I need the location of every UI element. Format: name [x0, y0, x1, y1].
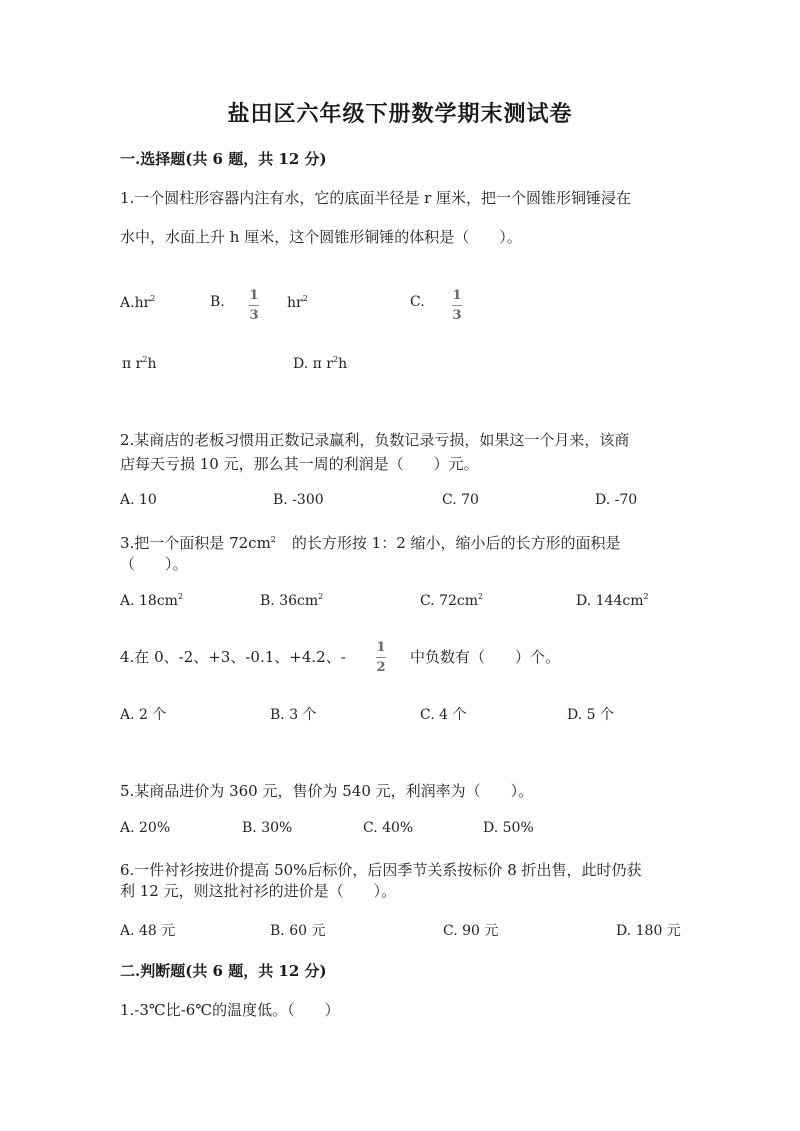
question-1-option-b-label[interactable]: B.	[210, 294, 225, 310]
option-text-tail: h	[338, 356, 348, 372]
question-1-option-c-label[interactable]: C.	[410, 294, 425, 310]
fraction-numerator: 1	[376, 640, 386, 655]
fraction-denominator: 3	[452, 308, 462, 323]
option-text: hr	[134, 295, 151, 311]
question-5-text: 5.某商品进价为 360 元，售价为 540 元，利润率为（ ）。	[120, 782, 534, 800]
fraction-one-third	[452, 289, 462, 322]
question-2-option-d[interactable]: D. -70	[595, 492, 638, 508]
page-title: 盐田区六年级下册数学期末测试卷	[227, 101, 573, 127]
fraction-bar	[249, 305, 259, 306]
question-6-option-b[interactable]: B. 60 元	[270, 923, 326, 939]
exponent: 2	[332, 355, 339, 364]
fraction-numerator: 1	[452, 288, 462, 303]
exponent: 2	[270, 535, 276, 544]
option-label: A.	[120, 295, 135, 311]
question-3-line-2: （ ）。	[120, 555, 188, 573]
question-3-line-1	[120, 532, 621, 553]
exponent: 2	[643, 592, 649, 601]
question-1-option-c-continuation	[122, 355, 156, 372]
question-1-line-1: 1.一个圆柱形容器内注有水，它的底面半径是 r 厘米，把一个圆锥形铜锤浸在	[120, 189, 632, 207]
question-2-option-c[interactable]: C. 70	[442, 492, 479, 508]
section-heading-choice: 一.选择题(共 6 题，共 12 分)	[120, 150, 327, 168]
option-text: C. 72cm	[420, 593, 479, 609]
question-6-line-1: 6.一件衬衫按进价提高 50%后标价，后因季节关系按标价 8 折出售，此时仍获	[120, 861, 642, 879]
question-6-option-d[interactable]: D. 180 元	[616, 923, 681, 939]
question-2-option-a[interactable]: A. 10	[120, 492, 157, 508]
question-6-line-2: 利 12 元，则这批衬衫的进价是（ ）。	[120, 882, 397, 900]
question-4-option-d[interactable]: D. 5 个	[567, 707, 614, 723]
question-5-option-d[interactable]: D. 50%	[483, 820, 534, 836]
question-3-option-a[interactable]	[120, 592, 183, 609]
option-text: π r	[122, 356, 143, 372]
exponent: 2	[302, 294, 308, 303]
exponent: 2	[150, 294, 156, 303]
question-5-option-c[interactable]: C. 40%	[363, 820, 414, 836]
option-text: A. 18cm	[120, 593, 178, 609]
question-2-option-b[interactable]: B. -300	[273, 492, 324, 508]
section-heading-judgement: 二.判断题(共 6 题，共 12 分)	[120, 962, 327, 980]
fraction-one-half	[376, 641, 386, 674]
question-text: 的长方形按 1：2 缩小，缩小后的长方形的面积是	[291, 534, 621, 552]
fraction-denominator: 2	[376, 660, 386, 675]
option-text: π r	[312, 356, 333, 372]
question-5-option-b[interactable]: B. 30%	[242, 820, 293, 836]
option-text: D. 144cm	[576, 593, 644, 609]
exponent: 2	[142, 355, 148, 364]
question-3-option-d[interactable]	[576, 592, 649, 609]
question-5-option-a[interactable]: A. 20%	[120, 820, 171, 836]
option-text: hr	[287, 295, 303, 311]
question-4-option-b[interactable]: B. 3 个	[270, 707, 317, 723]
fraction-one-third	[249, 289, 259, 322]
question-3-option-c[interactable]	[420, 592, 483, 609]
option-text-tail: h	[147, 356, 157, 372]
fraction-bar	[452, 305, 462, 306]
fraction-denominator: 3	[249, 308, 259, 323]
option-text: B. 36cm	[260, 593, 319, 609]
question-1-option-b-text	[287, 294, 308, 311]
question-1-option-d[interactable]	[293, 355, 347, 372]
question-2-line-2: 店每天亏损 10 元，那么其一周的利润是（ ）元。	[120, 455, 479, 473]
question-6-option-c[interactable]: C. 90 元	[443, 923, 499, 939]
question-4-option-c[interactable]: C. 4 个	[420, 707, 467, 723]
question-3-option-b[interactable]	[260, 592, 323, 609]
question-2-line-1: 2.某商店的老板习惯用正数记录赢利，负数记录亏损，如果这一个月来，该商	[120, 431, 630, 449]
question-1-line-2: 水中，水面上升 h 厘米，这个圆锥形铜锤的体积是（ ）。	[120, 228, 522, 246]
fraction-bar	[376, 657, 386, 658]
question-4-text-a: 4.在 0、-2、+3、-0.1、+4.2、-	[120, 648, 346, 666]
question-4-option-a[interactable]: A. 2 个	[120, 707, 167, 723]
option-label: D.	[293, 356, 309, 372]
exponent: 2	[478, 592, 484, 601]
question-6-option-a[interactable]: A. 48 元	[120, 923, 176, 939]
exponent: 2	[177, 592, 184, 601]
judgement-question-1: 1.-3℃比-6℃的温度低。（ ）	[120, 1001, 340, 1019]
question-4-text-b: 中负数有（ ）个。	[410, 648, 561, 666]
exponent: 2	[318, 592, 324, 601]
question-1-option-a[interactable]	[120, 294, 155, 311]
question-text: 3.把一个面积是 72cm	[120, 534, 271, 552]
fraction-numerator: 1	[249, 288, 259, 303]
